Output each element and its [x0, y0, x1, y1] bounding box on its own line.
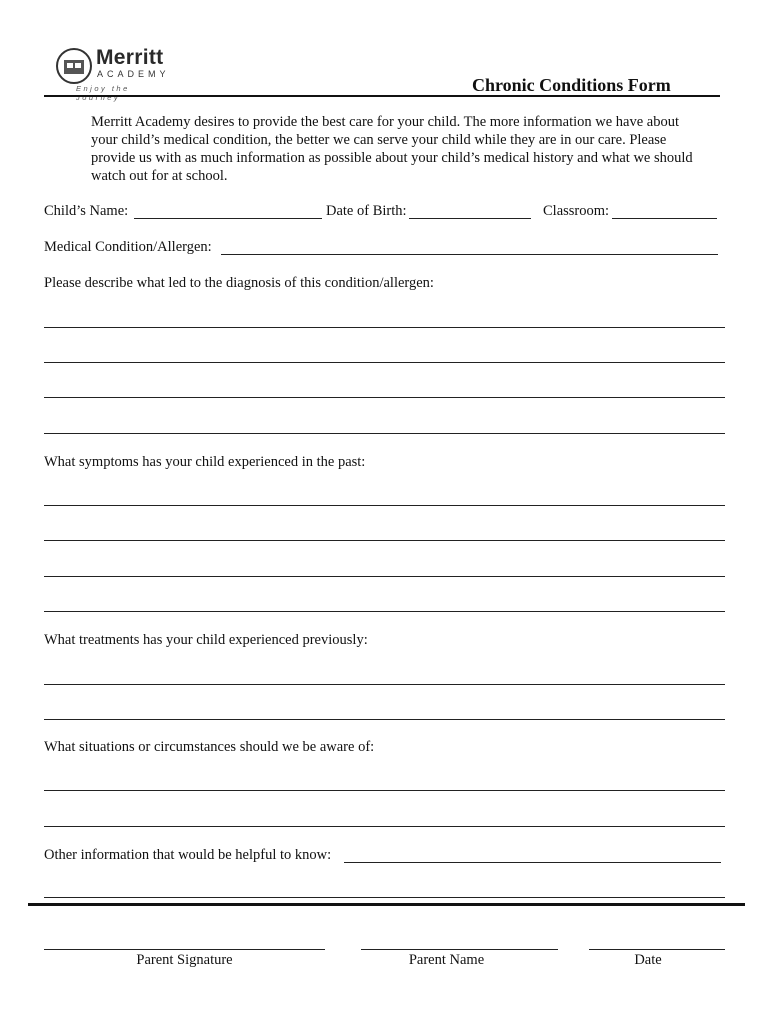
symptoms-question: What symptoms has your child experienced in the past:: [44, 454, 366, 470]
intro-line: Merritt Academy desires to provide the best care for your child. The more information we have about: [91, 114, 680, 130]
logo-name: Merritt: [96, 46, 164, 69]
diagnosis-question: Please describe what led to the diagnosis of this condition/allergen:: [44, 275, 434, 291]
merritt-academy-logo: [56, 44, 176, 102]
situations-answer-line[interactable]: [44, 790, 725, 791]
intro-paragraph: [91, 113, 731, 185]
diagnosis-answer-line[interactable]: [44, 327, 725, 328]
diagnosis-answer-line[interactable]: [44, 433, 725, 434]
form-title: Chronic Conditions Form: [472, 75, 671, 95]
treatments-answer-line[interactable]: [44, 684, 725, 685]
section-divider: [28, 903, 745, 906]
intro-line: provide us with as much information as possible about your child’s medical history and what we should: [91, 150, 693, 166]
situations-question: What situations or circumstances should we be aware of:: [44, 739, 375, 755]
dob-field[interactable]: [409, 218, 531, 219]
other-info-answer-line[interactable]: [44, 897, 725, 898]
logo-subtitle: ACADEMY: [97, 69, 170, 79]
date-field[interactable]: [589, 949, 725, 950]
parent-signature-label: Parent Signature: [136, 952, 233, 968]
intro-line: watch out for at school.: [91, 168, 228, 184]
condition-field[interactable]: [221, 254, 718, 255]
situations-answer-line[interactable]: [44, 826, 725, 827]
classroom-field[interactable]: [612, 218, 717, 219]
parent-name-label: Parent Name: [408, 952, 485, 968]
condition-label: Medical Condition/Allergen:: [44, 239, 212, 255]
other-info-field[interactable]: [344, 862, 721, 863]
diagnosis-answer-line[interactable]: [44, 397, 725, 398]
symptoms-answer-line[interactable]: [44, 576, 725, 577]
child-name-label: Child’s Name:: [44, 203, 129, 219]
intro-line: your child’s medical condition, the better we can serve your child while they are in our care. Please: [91, 132, 667, 148]
other-info-question: Other information that would be helpful to know:: [44, 847, 332, 863]
logo-tagline: Enjoy the Journey: [76, 84, 130, 102]
symptoms-answer-line[interactable]: [44, 611, 725, 612]
parent-name-field[interactable]: [361, 949, 558, 950]
treatments-answer-line[interactable]: [44, 719, 725, 720]
dob-label: Date of Birth:: [326, 203, 407, 219]
classroom-label: Classroom:: [543, 203, 610, 219]
symptoms-answer-line[interactable]: [44, 505, 725, 506]
child-name-field[interactable]: [134, 218, 322, 219]
symptoms-answer-line[interactable]: [44, 540, 725, 541]
date-label: Date: [634, 952, 662, 968]
treatments-question: What treatments has your child experienced previously:: [44, 632, 368, 648]
parent-signature-field[interactable]: [44, 949, 325, 950]
school-building-icon: [56, 48, 92, 84]
diagnosis-answer-line[interactable]: [44, 362, 725, 363]
